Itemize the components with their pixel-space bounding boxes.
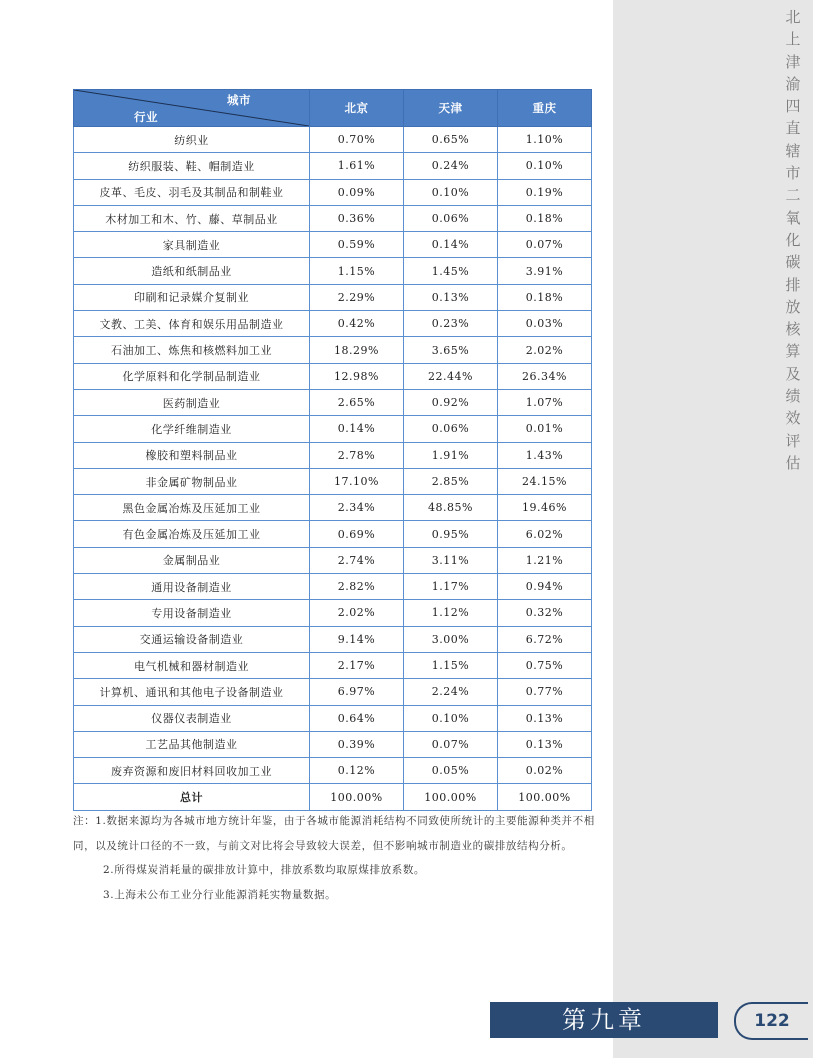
share-cell: 0.07% <box>498 232 592 258</box>
share-cell: 0.42% <box>310 311 404 337</box>
table-row <box>74 389 592 415</box>
share-cell: 1.21% <box>498 547 592 573</box>
table-row <box>74 153 592 179</box>
note-2: 2.所得煤炭消耗量的碳排放计算中，排放系数均取原煤排放系数。 <box>103 864 426 876</box>
industry-cell: 金属制品业 <box>74 547 310 573</box>
share-cell: 0.39% <box>310 731 404 757</box>
share-cell: 0.13% <box>498 731 592 757</box>
share-cell: 9.14% <box>310 626 404 652</box>
table-row <box>74 574 592 600</box>
share-cell: 0.64% <box>310 705 404 731</box>
share-cell: 3.91% <box>498 258 592 284</box>
share-cell: 0.95% <box>404 521 498 547</box>
page-number: 122 <box>734 1002 808 1040</box>
table-row <box>74 232 592 258</box>
table-row <box>74 337 592 363</box>
column-header-beijing: 北京 <box>310 90 404 127</box>
share-cell: 0.06% <box>404 205 498 231</box>
share-cell: 0.03% <box>498 311 592 337</box>
share-cell: 0.36% <box>310 205 404 231</box>
share-cell: 1.43% <box>498 442 592 468</box>
share-cell: 0.92% <box>404 389 498 415</box>
table-row <box>74 679 592 705</box>
share-cell: 0.19% <box>498 179 592 205</box>
share-cell: 0.01% <box>498 416 592 442</box>
share-cell: 0.09% <box>310 179 404 205</box>
share-cell: 0.70% <box>310 127 404 153</box>
share-cell: 0.10% <box>404 705 498 731</box>
share-cell: 1.10% <box>498 127 592 153</box>
note-3: 3.上海未公布工业分行业能源消耗实物量数据。 <box>103 888 337 901</box>
industry-cell: 有色金属冶炼及压延加工业 <box>74 521 310 547</box>
note-1: 注：1.数据来源均为各城市地方统计年鉴，由于各城市能源消耗结构不同致使所统计的主要能源种类并不相同，以及统计口径的不一致，与前文对比将会导致较大误差，但不影响城市制造业的碳排放结构分析。 <box>73 815 595 852</box>
share-cell: 19.46% <box>498 495 592 521</box>
share-cell: 1.07% <box>498 389 592 415</box>
share-cell: 0.10% <box>404 179 498 205</box>
table-header-row <box>74 90 592 127</box>
industry-cell: 交通运输设备制造业 <box>74 626 310 652</box>
total-cell: 100.00% <box>310 784 404 810</box>
emission-structure-table <box>73 89 592 811</box>
column-header-tianjin: 天津 <box>404 90 498 127</box>
share-cell: 3.00% <box>404 626 498 652</box>
share-cell: 2.29% <box>310 284 404 310</box>
share-cell: 6.97% <box>310 679 404 705</box>
share-cell: 26.34% <box>498 363 592 389</box>
table-row <box>74 547 592 573</box>
industry-cell: 石油加工、炼焦和核燃料加工业 <box>74 337 310 363</box>
share-cell: 17.10% <box>310 468 404 494</box>
industry-cell: 电气机械和器材制造业 <box>74 652 310 678</box>
table-row <box>74 442 592 468</box>
table-row <box>74 468 592 494</box>
industry-cell: 计算机、通讯和其他电子设备制造业 <box>74 679 310 705</box>
industry-cell: 文教、工美、体育和娱乐用品制造业 <box>74 311 310 337</box>
share-cell: 0.24% <box>404 153 498 179</box>
table-row <box>74 311 592 337</box>
share-cell: 6.72% <box>498 626 592 652</box>
share-cell: 2.74% <box>310 547 404 573</box>
industry-cell: 通用设备制造业 <box>74 574 310 600</box>
industry-cell: 印刷和记录媒介复制业 <box>74 284 310 310</box>
share-cell: 1.45% <box>404 258 498 284</box>
table-row <box>74 731 592 757</box>
share-cell: 2.65% <box>310 389 404 415</box>
table-row <box>74 284 592 310</box>
table-row <box>74 652 592 678</box>
table-notes <box>73 809 598 907</box>
share-cell: 6.02% <box>498 521 592 547</box>
industry-cell: 仪器仪表制造业 <box>74 705 310 731</box>
share-cell: 0.18% <box>498 205 592 231</box>
share-cell: 48.85% <box>404 495 498 521</box>
chapter-label: 第九章 <box>490 1002 718 1038</box>
corner-city-label: 城市 <box>227 93 251 107</box>
share-cell: 0.23% <box>404 311 498 337</box>
share-cell: 2.82% <box>310 574 404 600</box>
share-cell: 12.98% <box>310 363 404 389</box>
share-cell: 2.02% <box>498 337 592 363</box>
total-label: 总计 <box>74 784 310 810</box>
total-row <box>74 784 592 810</box>
table-row <box>74 626 592 652</box>
share-cell: 0.07% <box>404 731 498 757</box>
share-cell: 0.69% <box>310 521 404 547</box>
share-cell: 0.14% <box>310 416 404 442</box>
share-cell: 2.34% <box>310 495 404 521</box>
running-title: 北上津渝四直辖市二氧化碳排放核算及绩效评估 <box>785 8 801 472</box>
industry-cell: 医药制造业 <box>74 389 310 415</box>
corner-industry-label: 行业 <box>134 110 158 124</box>
industry-cell: 纺织业 <box>74 127 310 153</box>
share-cell: 0.12% <box>310 758 404 784</box>
table-row <box>74 258 592 284</box>
industry-cell: 专用设备制造业 <box>74 600 310 626</box>
share-cell: 2.17% <box>310 652 404 678</box>
industry-cell: 皮革、毛皮、羽毛及其制品和制鞋业 <box>74 179 310 205</box>
share-cell: 0.18% <box>498 284 592 310</box>
total-cell: 100.00% <box>404 784 498 810</box>
share-cell: 0.05% <box>404 758 498 784</box>
total-cell: 100.00% <box>498 784 592 810</box>
industry-cell: 黑色金属冶炼及压延加工业 <box>74 495 310 521</box>
share-cell: 3.11% <box>404 547 498 573</box>
share-cell: 1.91% <box>404 442 498 468</box>
share-cell: 0.75% <box>498 652 592 678</box>
share-cell: 1.15% <box>310 258 404 284</box>
industry-cell: 工艺品其他制造业 <box>74 731 310 757</box>
industry-cell: 造纸和纸制品业 <box>74 258 310 284</box>
share-cell: 18.29% <box>310 337 404 363</box>
share-cell: 0.32% <box>498 600 592 626</box>
share-cell: 22.44% <box>404 363 498 389</box>
share-cell: 2.85% <box>404 468 498 494</box>
table-row <box>74 600 592 626</box>
table-row <box>74 521 592 547</box>
table-row <box>74 205 592 231</box>
share-cell: 0.77% <box>498 679 592 705</box>
share-cell: 2.02% <box>310 600 404 626</box>
table-body <box>74 127 592 811</box>
table-row <box>74 179 592 205</box>
industry-cell: 废弃资源和废旧材料回收加工业 <box>74 758 310 784</box>
share-cell: 1.15% <box>404 652 498 678</box>
share-cell: 0.94% <box>498 574 592 600</box>
share-cell: 0.13% <box>498 705 592 731</box>
table-row <box>74 495 592 521</box>
share-cell: 0.14% <box>404 232 498 258</box>
share-cell: 0.02% <box>498 758 592 784</box>
share-cell: 1.61% <box>310 153 404 179</box>
industry-cell: 化学原料和化学制品制造业 <box>74 363 310 389</box>
table-row <box>74 363 592 389</box>
table-row <box>74 127 592 153</box>
share-cell: 1.12% <box>404 600 498 626</box>
share-cell: 0.59% <box>310 232 404 258</box>
table-row <box>74 705 592 731</box>
share-cell: 0.65% <box>404 127 498 153</box>
table-row <box>74 416 592 442</box>
share-cell: 1.17% <box>404 574 498 600</box>
share-cell: 0.06% <box>404 416 498 442</box>
share-cell: 24.15% <box>498 468 592 494</box>
industry-cell: 化学纤维制造业 <box>74 416 310 442</box>
diagonal-line <box>74 90 309 126</box>
share-cell: 3.65% <box>404 337 498 363</box>
industry-cell: 橡胶和塑料制品业 <box>74 442 310 468</box>
industry-cell: 纺织服装、鞋、帽制造业 <box>74 153 310 179</box>
column-header-chongqing: 重庆 <box>498 90 592 127</box>
table-row <box>74 758 592 784</box>
industry-cell: 木材加工和木、竹、藤、草制品业 <box>74 205 310 231</box>
corner-header-cell <box>74 90 310 127</box>
share-cell: 0.13% <box>404 284 498 310</box>
share-cell: 2.78% <box>310 442 404 468</box>
industry-cell: 非金属矿物制品业 <box>74 468 310 494</box>
share-cell: 0.10% <box>498 153 592 179</box>
industry-cell: 家具制造业 <box>74 232 310 258</box>
share-cell: 2.24% <box>404 679 498 705</box>
